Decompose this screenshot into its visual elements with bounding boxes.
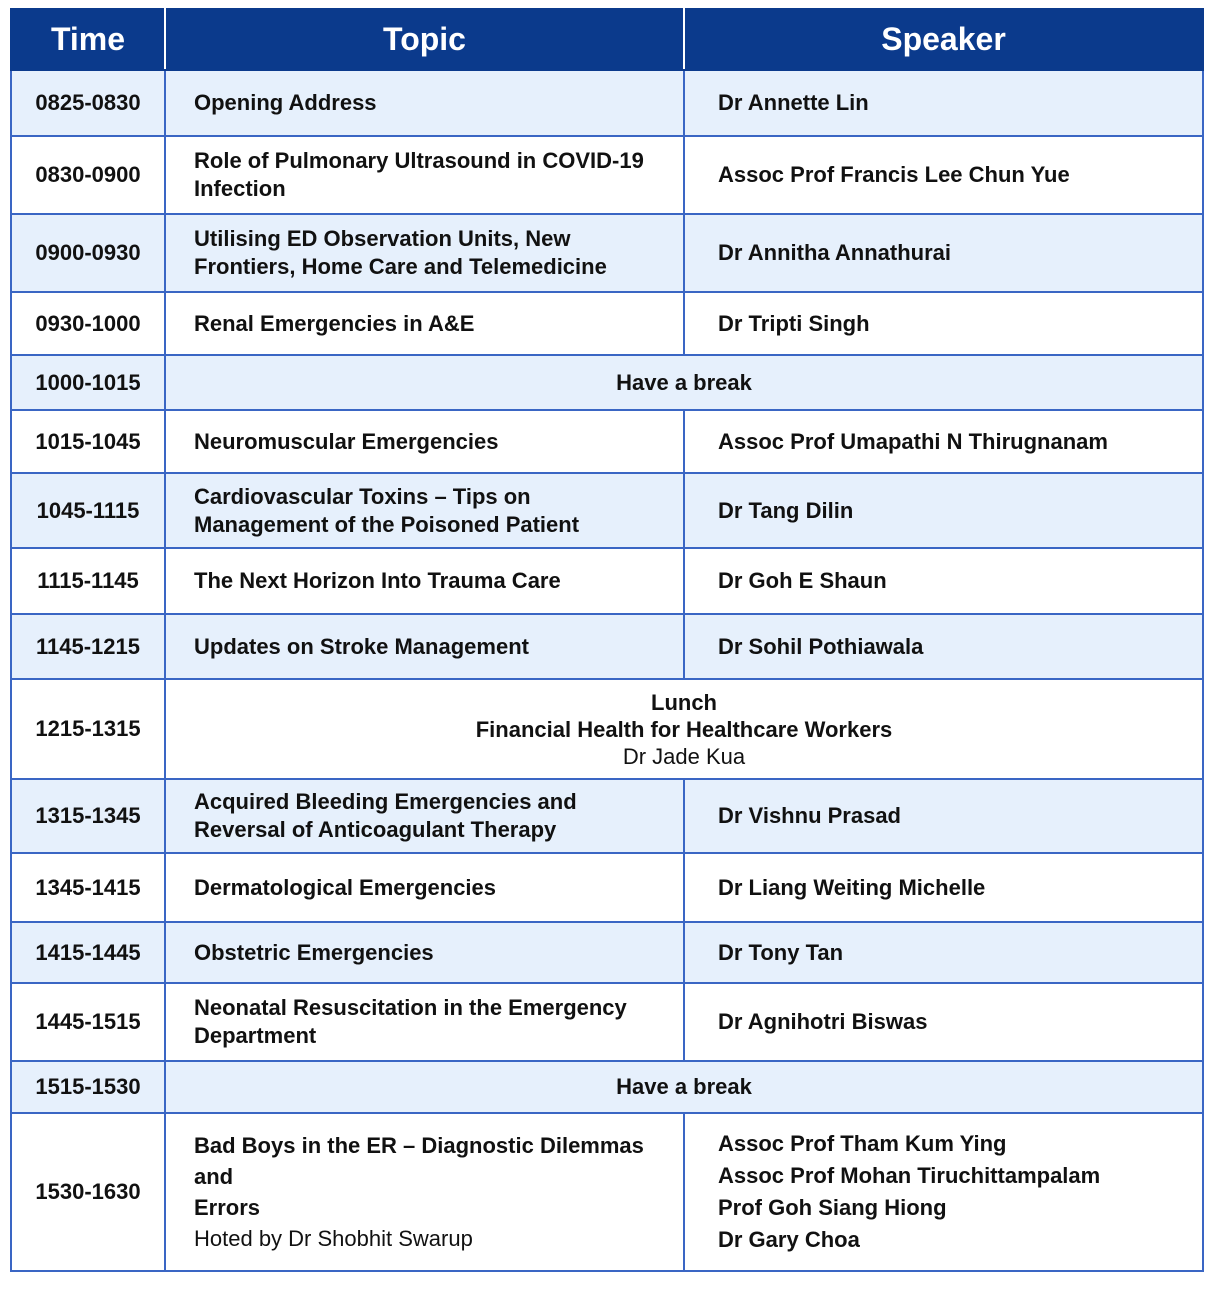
schedule-table [10,8,1204,1272]
table-row [11,1113,1203,1271]
time-cell: 1530-1630 [11,1113,165,1271]
speaker-name: Prof Goh Siang Hiong [718,1195,947,1220]
lunch-row [11,679,1203,779]
speaker-cell: Dr Annitha Annathurai [684,214,1203,292]
speaker-cell [684,1113,1203,1271]
time-cell: 1315-1345 [11,779,165,853]
topic-line: Bad Boys in the ER – Diagnostic Dilemmas and [194,1133,644,1189]
speaker-cell: Dr Annette Lin [684,70,1203,136]
header-row [11,9,1203,71]
time-cell: 1345-1415 [11,853,165,922]
table-row [11,473,1203,548]
time-cell: 1115-1145 [11,548,165,614]
speaker-cell: Dr Tang Dilin [684,473,1203,548]
speaker-name: Assoc Prof Mohan Tiruchittampalam [718,1163,1101,1188]
table-row [11,70,1203,136]
lunch-title: Lunch [651,689,717,715]
topic-cell: Updates on Stroke Management [165,614,684,679]
lunch-talk-title: Financial Health for Healthcare Workers [475,716,893,742]
time-cell: 1215-1315 [11,679,165,779]
speaker-cell: Dr Tony Tan [684,922,1203,983]
break-row [11,1061,1203,1113]
time-cell: 1415-1445 [11,922,165,983]
speaker-cell: Dr Sohil Pothiawala [684,614,1203,679]
speaker-cell: Assoc Prof Umapathi N Thirugnanam [684,410,1203,473]
time-column-header: Time [11,9,165,71]
topic-cell [165,1113,684,1271]
break-cell: Have a break [165,355,1203,410]
time-cell: 1045-1115 [11,473,165,548]
speaker-cell: Dr Liang Weiting Michelle [684,853,1203,922]
table-row [11,614,1203,679]
table-row [11,548,1203,614]
break-cell: Have a break [165,1061,1203,1113]
topic-cell: Opening Address [165,70,684,136]
topic-cell: Renal Emergencies in A&E [165,292,684,355]
table-row [11,922,1203,983]
time-cell: 1145-1215 [11,614,165,679]
speaker-column-header: Speaker [684,9,1203,71]
topic-cell: Neonatal Resuscitation in the Emergency Department [165,983,684,1061]
time-cell: 0930-1000 [11,292,165,355]
table-row [11,136,1203,214]
table-row [11,410,1203,473]
speaker-cell: Assoc Prof Francis Lee Chun Yue [684,136,1203,214]
table-row [11,292,1203,355]
lunch-cell [165,679,1203,779]
table-row [11,779,1203,853]
table-row [11,214,1203,292]
lunch-talk-speaker: Dr Jade Kua [622,743,746,769]
topic-cell: Role of Pulmonary Ultrasound in COVID-19 Infection [165,136,684,214]
topic-cell: Neuromuscular Emergencies [165,410,684,473]
time-cell: 1000-1015 [11,355,165,410]
time-cell: 1015-1045 [11,410,165,473]
speaker-name: Dr Gary Choa [718,1227,860,1252]
speaker-name: Assoc Prof Tham Kum Ying [718,1131,1007,1156]
topic-cell: Cardiovascular Toxins – Tips on Management of the Poisoned Patient [165,473,684,548]
topic-cell: The Next Horizon Into Trauma Care [165,548,684,614]
table-row [11,853,1203,922]
speaker-cell: Dr Tripti Singh [684,292,1203,355]
speaker-cell: Dr Goh E Shaun [684,548,1203,614]
topic-cell: Utilising ED Observation Units, New Frontiers, Home Care and Telemedicine [165,214,684,292]
topic-cell: Acquired Bleeding Emergencies and Reversal of Anticoagulant Therapy [165,779,684,853]
session-host: Hoted by Dr Shobhit Swarup [194,1226,473,1251]
topic-column-header: Topic [165,9,684,71]
table-row [11,983,1203,1061]
topic-line: Errors [194,1195,261,1220]
time-cell: 0900-0930 [11,214,165,292]
topic-cell: Obstetric Emergencies [165,922,684,983]
time-cell: 0830-0900 [11,136,165,214]
speaker-cell: Dr Vishnu Prasad [684,779,1203,853]
time-cell: 1445-1515 [11,983,165,1061]
time-cell: 1515-1530 [11,1061,165,1113]
speaker-cell: Dr Agnihotri Biswas [684,983,1203,1061]
break-row [11,355,1203,410]
time-cell: 0825-0830 [11,70,165,136]
topic-cell: Dermatological Emergencies [165,853,684,922]
